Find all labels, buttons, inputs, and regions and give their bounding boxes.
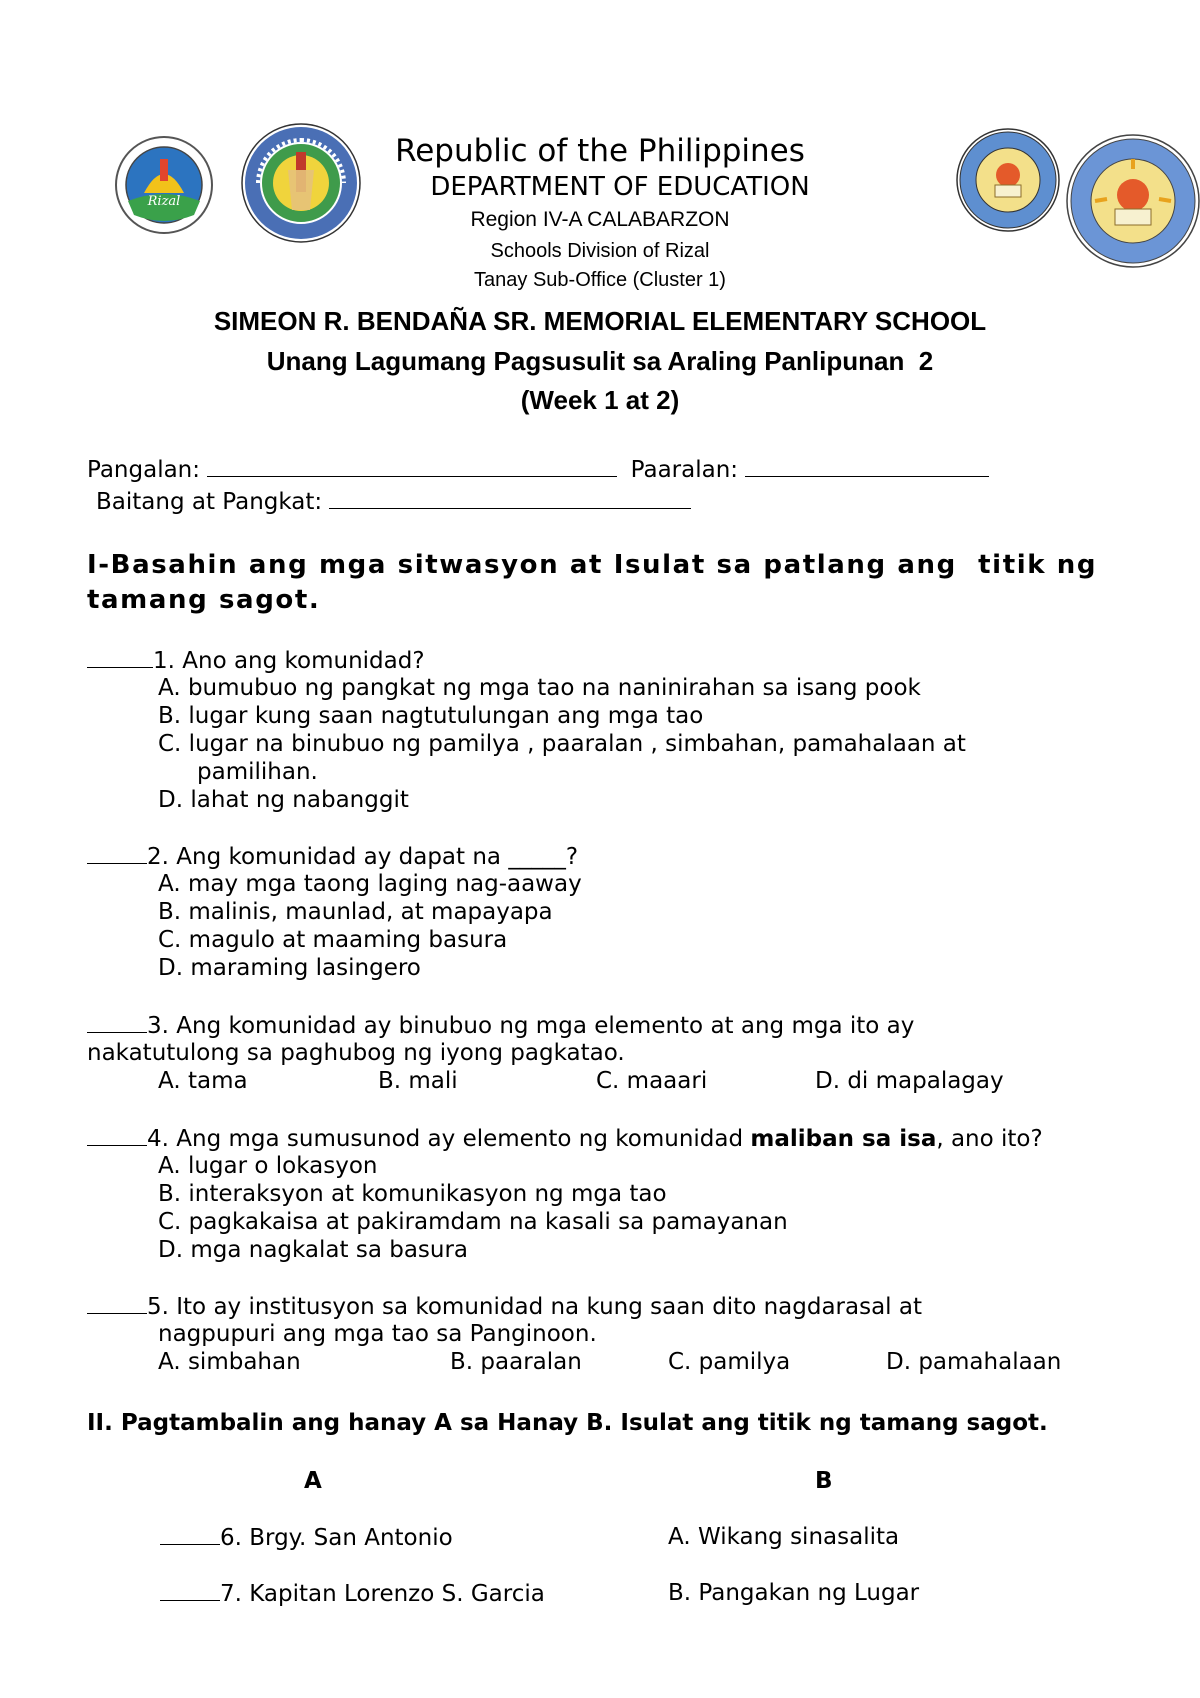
q5-option-d: D. pamahalaan: [886, 1349, 1062, 1375]
q2-option-a: A. may mga taong laging nag-aaway: [158, 871, 582, 897]
question-3-text: 3. Ang komunidad ay binubuo ng mga elemento at ang mga ito ay: [147, 1013, 915, 1039]
q4-option-b: B. interaksyon at komunikasyon ng mga tao: [158, 1181, 667, 1207]
grade-field-row: [96, 488, 691, 515]
division-heading: Schools Division of Rizal: [490, 240, 710, 262]
answer-blank-1[interactable]: [87, 647, 153, 668]
q3-option-c: C. maaari: [596, 1068, 708, 1094]
match-item-6-text: 6. Brgy. San Antonio: [220, 1525, 453, 1551]
question-4: [87, 1125, 1043, 1152]
column-a-heading: A: [304, 1468, 322, 1494]
question-5: [87, 1293, 922, 1320]
q1-option-a: A. bumubuo ng pangkat ng mga tao na naninirahan sa isang pook: [158, 675, 921, 701]
question-3: [87, 1012, 914, 1039]
q1-option-d: D. lahat ng nabanggit: [158, 787, 409, 813]
part1-instruction-line1: I-Basahin ang mga sitwasyon at Isulat sa patlang ang titik ng: [87, 550, 1098, 580]
q4-option-d: D. mga nagkalat sa basura: [158, 1237, 469, 1263]
part1-instruction: [87, 548, 1132, 618]
match-choice-b: B. Pangakan ng Lugar: [668, 1580, 920, 1606]
school-label: Paaralan:: [630, 457, 739, 483]
exam-title: Unang Lagumang Pagsusulit sa Araling Panlipunan 2: [266, 346, 934, 376]
q5-option-b: B. paaralan: [450, 1349, 582, 1375]
region-heading: Region IV-A CALABARZON: [470, 208, 730, 231]
answer-blank-2[interactable]: [87, 843, 147, 864]
match-item-7-text: 7. Kapitan Lorenzo S. Garcia: [220, 1581, 545, 1607]
q1-option-c-cont: pamilihan.: [197, 759, 318, 785]
answer-blank-4[interactable]: [87, 1125, 147, 1146]
q4-option-c: C. pagkakaisa at pakiramdam na kasali sa pamayanan: [158, 1209, 788, 1235]
answer-blank-7[interactable]: [160, 1580, 220, 1601]
question-1-text: 1. Ano ang komunidad?: [153, 648, 425, 674]
q3-option-a: A. tama: [158, 1068, 248, 1094]
q1-option-b: B. lugar kung saan nagtutulungan ang mga tao: [158, 703, 704, 729]
question-5-text-cont: nagpupuri ang mga tao sa Panginoon.: [158, 1321, 597, 1347]
republic-heading: Republic of the Philippines: [395, 133, 805, 169]
q2-option-b: B. malinis, maunlad, at mapayapa: [158, 899, 553, 925]
question-1: [87, 647, 425, 674]
question-2-text: 2. Ang komunidad ay dapat na _____?: [147, 844, 579, 870]
q5-option-a: A. simbahan: [158, 1349, 301, 1375]
question-5-text: 5. Ito ay institusyon sa komunidad na kung saan dito nagdarasal at: [147, 1294, 922, 1320]
q2-option-c: C. magulo at maaming basura: [158, 927, 508, 953]
answer-blank-6[interactable]: [160, 1524, 220, 1545]
answer-blank-3[interactable]: [87, 1012, 147, 1033]
school-name: SIMEON R. BENDAÑA SR. MEMORIAL ELEMENTARY SCHOOL: [213, 306, 987, 336]
q5-option-c: C. pamilya: [668, 1349, 791, 1375]
q3-option-d: D. di mapalagay: [815, 1068, 1004, 1094]
match-choice-a: A. Wikang sinasalita: [668, 1524, 900, 1550]
part2-instruction: II. Pagtambalin ang hanay A sa Hanay B. Isulat ang titik ng tamang sagot.: [87, 1410, 1048, 1436]
answer-blank-5[interactable]: [87, 1293, 147, 1314]
part1-instruction-line2: tamang sagot.: [87, 585, 321, 615]
question-4-text: 4. Ang mga sumusunod ay elemento ng komunidad: [147, 1126, 751, 1152]
name-label: Pangalan:: [87, 457, 201, 483]
suboffice-heading: Tanay Sub-Office (Cluster 1): [474, 269, 726, 291]
match-item-7: [160, 1580, 545, 1607]
question-4-emphasis: maliban sa isa: [750, 1126, 937, 1152]
q1-option-c: C. lugar na binubuo ng pamilya , paaralan , simbahan, pamahalaan at: [158, 731, 966, 757]
match-item-6: [160, 1524, 453, 1551]
name-field-row: [87, 456, 989, 483]
name-blank[interactable]: [207, 456, 617, 477]
question-2: [87, 843, 578, 870]
q4-option-a: A. lugar o lokasyon: [158, 1153, 378, 1179]
grade-blank[interactable]: [329, 488, 691, 509]
question-4-text-end: , ano ito?: [936, 1126, 1043, 1152]
grade-label: Baitang at Pangkat:: [96, 489, 323, 515]
q2-option-d: D. maraming lasingero: [158, 955, 421, 981]
column-b-heading: B: [815, 1468, 833, 1494]
week-label: (Week 1 at 2): [520, 385, 680, 415]
q3-option-b: B. mali: [378, 1068, 458, 1094]
question-3-text-cont: nakatutulong sa paghubog ng iyong pagkatao.: [87, 1040, 625, 1066]
rizal-logo-text: Rizal: [147, 194, 181, 209]
department-heading: DEPARTMENT OF EDUCATION: [430, 172, 810, 202]
school-blank[interactable]: [745, 456, 989, 477]
